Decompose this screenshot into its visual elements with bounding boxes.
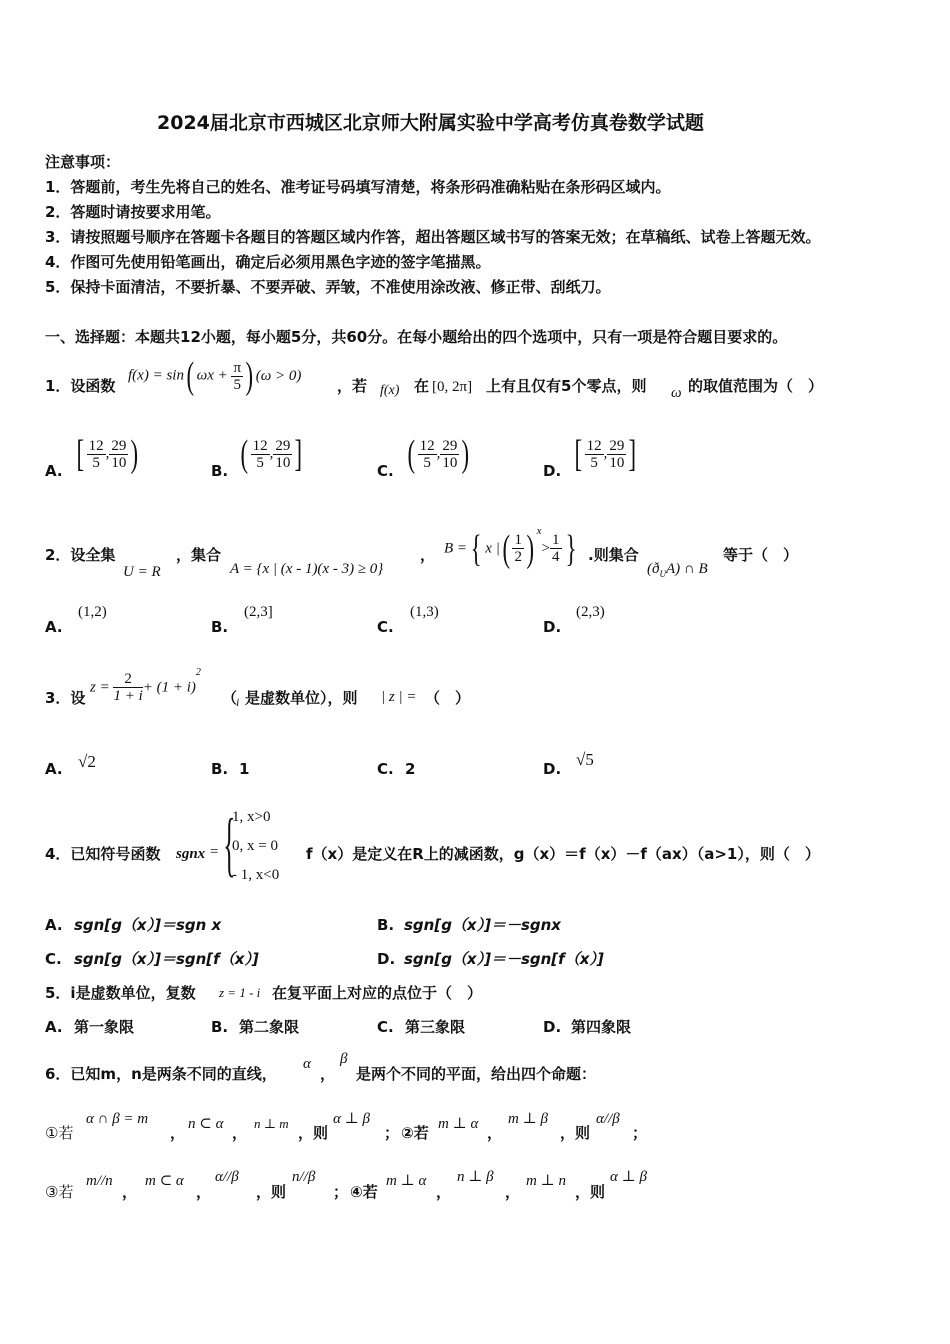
option-value: 第三象限 [405,1018,466,1036]
b-var: x | [485,540,500,557]
q6-p3-pre: ③若 [45,1183,74,1201]
q6-p2-then: ，则 [560,1124,591,1142]
page-title: 2024届北京市西城区北京师大附属实验中学高考仿真卷数学试题 [157,112,704,134]
option-label: B. [211,618,229,636]
bracket: ) [130,433,139,475]
q6-tail: 是两个不同的平面，给出四个命题： [356,1065,597,1083]
den: 5 [590,454,598,471]
den: 10 [275,454,291,471]
q1-interval: [0, 2π] [432,379,473,395]
q5-z: z = 1 - i [219,985,261,1000]
bracket: [ [76,433,85,475]
q2-comma: ， [420,546,436,564]
num: 2 [113,671,142,688]
q1-mid2: 在 [414,377,430,395]
option-value: ( $\frac{12}{5}$ , $\frac{29}{10}$ ] [240,433,303,475]
q4-brace: { [223,804,236,884]
option-label: B. [211,1018,229,1036]
den: 5 [423,454,431,471]
notice-item: 3．请按照题号顺序在答题卡各题目的答题区域内作答，超出答题区域书写的答案无效；在草稿纸、试卷上答题无效。 [45,228,821,246]
q2-mid2: .则集合 [588,546,639,564]
q4-case: 0, x = 0 [232,838,278,854]
q6-p2-pre: ②若 [401,1124,429,1142]
q2-set-b [444,522,580,569]
den: 5 [256,454,264,471]
q6-p2-end: ； [632,1124,648,1142]
notice-item: 5．保持卡面清洁，不要折暴、不要弄破、弄皱，不准使用涂改液、修正带、刮纸刀。 [45,278,611,296]
q6-p3-c: α//β [215,1169,239,1185]
option-value: sgn[g（x）]＝sgn x [74,916,222,934]
option-value: 第四象限 [571,1018,632,1036]
q2-expr [647,560,708,583]
q3-mid: 是虚数单位），则 [245,689,358,707]
q6-p3-sep: ， [196,1183,212,1201]
option-label: B. [211,760,229,778]
option-label: C. [377,760,394,778]
q6-p1-sep: ， [232,1124,248,1142]
num: 1 [552,532,560,549]
q5-lead: 5．i是虚数单位，复数 [45,984,196,1002]
q6-p1-a: α ∩ β = m [86,1111,149,1127]
num: 29 [442,437,458,454]
gt: > [541,540,550,557]
option-label: A. [45,1018,63,1036]
q4-eq: = [210,844,219,860]
q6-p4-pre: ④若 [350,1183,378,1201]
q2-tail: 等于（ ） [723,546,799,564]
q6-p2-d: α//β [596,1111,620,1127]
bracket: [ [574,433,583,475]
den: 2 [514,549,522,566]
brace: { [470,527,482,570]
paren-open: ( [186,355,195,397]
bracket: ( [407,433,416,475]
option-value: ( $\frac{12}{5}$ , $\frac{29}{10}$ ) [407,433,470,475]
q6-p4-then: ，则 [575,1183,606,1201]
num: 12 [252,437,268,454]
q6-p4-c: m ⊥ n [526,1173,566,1189]
option-value: (1,2) [78,604,107,620]
option-label: C. [377,618,394,636]
q2-lead: 2．设全集 [45,546,116,564]
den: 10 [442,454,458,471]
q6-comma: ， [320,1065,336,1083]
frac [607,438,626,471]
q4-tail: f（x）是定义在R上的减函数，g（x）＝f（x）－f（ax）（a>1），则（ ） [306,845,820,863]
q6-p3-d: n//β [292,1169,316,1185]
q6-p1-c: n ⊥ m [254,1116,289,1131]
option-label: D. [543,618,562,636]
notice-item: 4．作图可先使用铅笔画出，确定后必须用黑色字迹的签字笔描黑。 [45,253,491,271]
expr-tail: A) ∩ B [666,561,708,577]
option-label: D. [543,1018,562,1036]
frac [440,438,459,471]
q1-inner: ωx + [196,367,228,384]
q3-lead: 3．设 [45,689,86,707]
bracket: ( [240,433,249,475]
q1-fx: f(x) [380,383,400,398]
option-value: [ $\frac{12}{5}$ , $\frac{29}{10}$ ) [76,433,139,475]
q6-p1-b: n ⊂ α [188,1116,224,1132]
q2-mid1: ，集合 [176,546,222,564]
den: 10 [111,454,127,471]
q6-p4-b: n ⊥ β [457,1169,494,1185]
option-value: sgn[g（x）]＝－sgnx [404,916,561,934]
paren-close: ) [245,355,254,397]
brace: } [565,527,577,570]
bracket: ] [628,433,637,475]
q6-p3-end: ； [333,1183,349,1201]
option-label: D. [377,950,396,968]
option-label: C. [377,462,394,480]
q6-p2-sep: ， [487,1124,503,1142]
option-value: 第二象限 [239,1018,300,1036]
notice-item: 1．答题前，考生先将自己的姓名、准考证号码填写清楚，将条形码准确粘贴在条形码区域内。 [45,178,671,196]
q1-omega: ω [671,385,682,401]
option-value: √5 [576,750,594,769]
paren-open: ( [502,527,510,570]
frac [418,438,437,471]
option-label: B. [211,462,229,480]
q6-p4-d: α ⊥ β [610,1169,647,1185]
option-value: 2 [405,760,416,778]
q3-formula [90,664,201,704]
q1-mid1: ，若 [337,377,368,395]
q1-tail: 的取值范围为（ ） [688,377,824,395]
option-label: A. [45,916,63,934]
option-value: (2,3) [576,604,605,620]
notice-item: 2．答题时请按要求用笔。 [45,203,221,221]
q1-fraction [231,360,243,393]
q6-lead: 6．已知m，n是两条不同的直线， [45,1065,277,1083]
option-label: C. [45,950,62,968]
option-value: sgn[g（x）]＝－sgn[f（x）] [404,950,604,968]
q3-paren: （ [222,689,238,707]
frac [113,671,142,704]
q1-f: f(x) = sin [128,367,184,384]
q1-frac-num: π [233,359,242,376]
plus-term: + (1 + i) [142,679,196,696]
option-label: C. [377,1018,394,1036]
frac [585,438,604,471]
option-label: A. [45,462,63,480]
frac [109,438,128,471]
option-value: sgn[g（x）]＝sgn[f（x）] [74,950,259,968]
q3-i: i [236,695,240,709]
q6-p2-b: m ⊥ β [508,1111,548,1127]
bracket: ] [294,433,303,475]
q6-p1-then: ，则 [298,1124,329,1142]
frac [550,532,562,565]
q6-p1-end: ； [384,1124,400,1142]
q4-lead: 4．已知符号函数 [45,845,161,863]
num: 29 [609,437,625,454]
paren-close: ) [526,527,535,570]
q6-p4-sep: ， [505,1183,521,1201]
den: 1 + i [113,688,143,705]
q6-p1-pre: ①若 [45,1124,74,1142]
den: 5 [92,454,100,471]
q4-case: - 1, x<0 [232,867,280,883]
b-eq: B = [444,540,468,557]
notice-heading: 注意事项： [45,153,121,171]
q3-absz: | z | = [381,689,417,705]
q6-p3-then: ，则 [256,1183,287,1201]
q6-p1-sep: ， [170,1124,186,1142]
q1-cond: (ω > 0) [255,368,302,384]
subscript: U [659,569,666,579]
bracket: ) [461,433,470,475]
num: 29 [111,437,127,454]
option-value: (2,3] [244,604,273,620]
q6-beta: β [340,1051,348,1067]
q6-p2-a: m ⊥ α [438,1116,479,1132]
q1-mid3: 上有且仅有5个零点，则 [486,377,647,395]
frac [87,438,106,471]
num: 12 [88,437,104,454]
num: 12 [419,437,435,454]
q2-set-a: A = {x | (x - 1)(x - 3) ≥ 0} [230,561,384,577]
num: 29 [275,437,291,454]
option-value: 第一象限 [74,1018,135,1036]
complement: (ð [647,561,660,577]
q1-lead: 1．设函数 [45,377,116,395]
option-label: D. [543,760,562,778]
section-heading: 一、选择题：本题共12小题，每小题5分，共60分。在每小题给出的四个选项中，只有一项是符合题目要求的。 [45,328,788,346]
option-value: √2 [78,752,96,771]
frac [273,438,292,471]
q5-tail: 在复平面上对应的点位于（ ） [272,984,483,1002]
frac [512,532,524,565]
option-value: 1 [239,760,250,778]
den: 10 [609,454,625,471]
option-label: A. [45,618,63,636]
q3-tail: （ ） [425,689,471,707]
exponent: 2 [195,667,201,678]
den: 4 [552,549,560,566]
option-label: B. [377,916,395,934]
q1-formula [128,356,301,396]
exponent: x [536,525,542,537]
q6-p3-sep: ， [122,1183,138,1201]
q1-frac-den: 5 [233,376,242,393]
q6-p4-sep: ， [436,1183,452,1201]
q6-alpha: α [303,1056,311,1072]
q4-sgnx: sgnx [176,846,206,862]
q6-p1-d: α ⊥ β [333,1111,370,1127]
option-value: [ $\frac{12}{5}$ , $\frac{29}{10}$ ] [574,433,637,475]
z-eq: z = [90,679,110,696]
option-value: (1,3) [410,604,439,620]
q6-p3-b: m ⊂ α [145,1173,184,1189]
option-label: D. [543,462,562,480]
option-label: A. [45,760,63,778]
num: 1 [514,532,522,549]
q6-p3-a: m//n [86,1173,113,1189]
num: 12 [586,437,602,454]
q2-universe: U = R [123,564,161,580]
q6-p4-a: m ⊥ α [386,1173,427,1189]
q4-case: 1, x>0 [232,809,271,825]
frac [251,438,270,471]
